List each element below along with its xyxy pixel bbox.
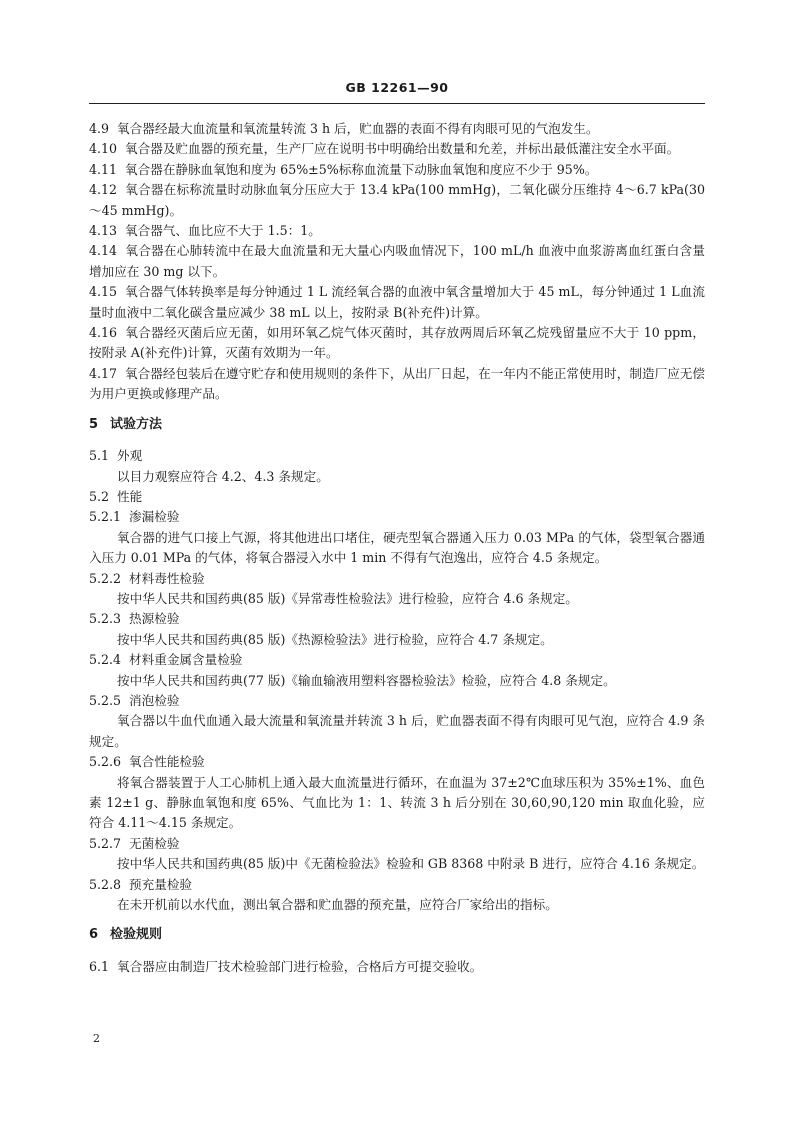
clause-5-2-1-text: 氧合器的进气口接上气源，将其他进出口堵住，硬壳型氧合器通入压力 0.03 MPa 的气体，袋型氧合器通入压力 0.01 MPa 的气体，将氧合器浸入水中 1 min 不得有气泡逸出，应符合 4.5 条规定。 [89, 529, 705, 566]
body-content [89, 119, 705, 977]
clause-4-15: 4.15 氧合器气体转换率是每分钟通过 1 L 流经氧合器的血液中氧含量增加大于 45 mL，每分钟通过 1 L血流量时血液中二氧化碳含量应减少 38 mL 以上，按附录 B(补充件)计算。 [89, 284, 705, 320]
clause-5-1-text: 以目力观察应符合 4.2、4.3 条规定。 [117, 468, 329, 484]
clause-4-14: 4.14 氧合器在心肺转流中在最大血流量和无大量心内吸血情况下，100 mL/h 血液中血浆游离血红蛋白含量增加应在 30 mg 以下。 [89, 243, 705, 279]
clause-5-2-7-heading: 5.2.7 无菌检验 [89, 835, 180, 851]
clause-5-2-5-text: 氧合器以牛血代血通入最大流量和氧流量并转流 3 h 后，贮血器表面不得有肉眼可见气泡，应符合 4.9 条规定。 [89, 713, 705, 749]
clause-5-2-1-heading: 5.2.1 渗漏检验 [89, 509, 180, 525]
standard-code-header: GB 12261—90 [345, 80, 449, 95]
clause-4-11: 4.11 氧合器在静脉血氧饱和度为 65%±5%标称血流量下动脉血氧饱和度应不少于 95%。 [89, 161, 598, 177]
clause-4-9: 4.9 氧合器经最大血流量和氧流量转流 3 h 后，贮血器的表面不得有肉眼可见的气泡发生。 [89, 121, 599, 136]
clause-5-2-heading: 5.2 性能 [89, 488, 143, 504]
section-6-heading: 6 检验规则 [89, 927, 163, 943]
clause-5-2-8-heading: 5.2.8 预充量检验 [89, 876, 193, 892]
clause-5-2-7-text: 按中华人民共和国药典(85 版)中《无菌检验法》检验和 GB 8368 中附录 B 进行，应符合 4.16 条规定。 [117, 856, 705, 872]
header-rule [89, 103, 705, 104]
clause-4-13: 4.13 氧合器气、血比应不大于 1.5：1。 [89, 223, 321, 239]
page-number: 2 [93, 1032, 100, 1045]
clause-5-2-2-heading: 5.2.2 材料毒性检验 [89, 570, 205, 586]
clause-5-2-3-text: 按中华人民共和国药典(85 版)《热源检验法》进行检验，应符合 4.7 条规定。 [117, 631, 553, 647]
clause-5-2-4-text: 按中华人民共和国药典(77 版)《输血输液用塑料容器检验法》检验，应符合 4.8 条规定。 [117, 672, 616, 688]
clause-5-2-6-text: 将氧合器装置于人工心肺机上通入最大血流量进行循环，在血温为 37±2℃血球压积为 35%±1%、血色素 12±1 g、静脉血氧饱和度 65%、气血比为 1：1、转流 3 h 后分别在 30,60,90,120 min 取血化验，应符合 4.11～4.15 条规定。 [89, 774, 705, 831]
clause-4-16: 4.16 氧合器经灭菌后应无菌，如用环氧乙烷气体灭菌时，其存放两周后环氧乙烷残留量应不大于 10 ppm，按附录 A(补充件)计算，灭菌有效期为一年。 [89, 325, 705, 361]
clause-6-1: 6.1 氧合器应由制造厂技术检验部门进行检验，合格后方可提交验收。 [89, 958, 483, 974]
clause-5-2-8-text: 在未开机前以水代血，测出氧合器和贮血器的预充量，应符合厂家给出的指标。 [117, 897, 558, 913]
clause-5-1-heading: 5.1 外观 [89, 448, 143, 464]
section-5-heading: 5 试验方法 [89, 416, 163, 432]
clause-4-17: 4.17 氧合器经包装后在遵守贮存和使用规则的条件下，从出厂日起，在一年内不能正常使用时，制造厂应无偿为用户更换或修理产品。 [89, 365, 705, 402]
clause-5-2-3-heading: 5.2.3 热源检验 [89, 611, 180, 627]
clause-5-2-5-heading: 5.2.5 消泡检验 [89, 692, 180, 708]
clause-5-2-2-text: 按中华人民共和国药典(85 版)《异常毒性检验法》进行检验，应符合 4.6 条规定。 [117, 590, 578, 606]
clause-5-2-4-heading: 5.2.4 材料重金属含量检验 [89, 652, 243, 668]
clause-4-12: 4.12 氧合器在标称流量时动脉血氧分压应大于 13.4 kPa(100 mmHg)，二氧化碳分压维持 4～6.7 kPa(30～45 mmHg)。 [89, 182, 705, 218]
clause-5-2-6-heading: 5.2.6 氧合性能检验 [89, 754, 205, 770]
clause-4-10: 4.10 氧合器及贮血器的预充量，生产厂应在说明书中明确给出数量和允差，并标出最低灌注安全水平面。 [89, 141, 680, 157]
